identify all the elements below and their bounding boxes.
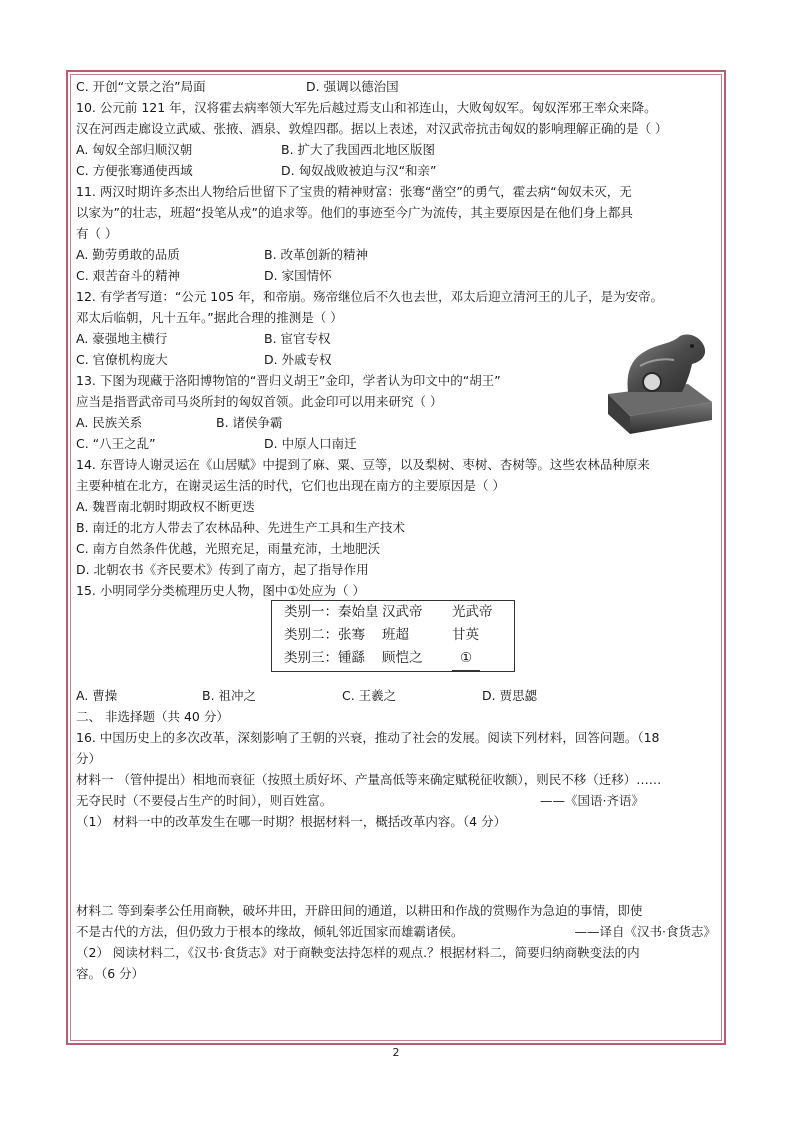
table-cell: 光武帝	[452, 604, 493, 620]
table-cell: 类别一：秦始皇	[284, 604, 379, 620]
q12-option-d: D. 外戚专权	[264, 352, 332, 367]
q16-material1-source: ——《国语·齐语》	[540, 793, 644, 808]
table-cell: 班超	[382, 627, 409, 643]
q10-options-row2	[76, 160, 716, 181]
q16-subquestion1: （1） 材料一中的改革发生在哪一时期？根据材料一，概括改革内容。（4 分）	[76, 814, 507, 829]
q12-option-a: A. 豪强地主横行	[76, 331, 168, 346]
q13-option-d: D. 中原人口南迁	[264, 436, 357, 451]
q11-stem-line2: 以家为”的壮志，班超“投笔从戎”的追求等。他们的事迹至今广为流传，其主要原因是在他们身上都具	[76, 205, 633, 220]
q16-material1-line2	[76, 790, 716, 811]
q12-option-c: C. 官僚机构庞大	[76, 352, 168, 367]
q16-material2-source: ——译自《汉书·食货志》	[574, 924, 716, 939]
page-number: 2	[392, 1046, 400, 1059]
q9-option-d: D. 强调以德治国	[306, 79, 399, 94]
table-row	[284, 601, 514, 624]
q16-stem-line2: 分）	[76, 751, 102, 766]
q13-stem-line2: 应当是指晋武帝司马炎所封的匈奴首领。此金印可以用来研究（ ）	[76, 394, 443, 409]
q16-material2-text: 不是古代的方法，但仍致力于根本的缘故，倾轧邻近国家而雄霸诸侯。	[76, 924, 464, 939]
q14-stem-line1: 14. 东晋诗人谢灵运在《山居赋》中提到了麻、粟、豆等，以及梨树、枣树、杏树等。这些农林品种原来	[76, 457, 650, 472]
q16-material1-text: 无夺民时（不要侵占生产的时间），则百姓富。	[76, 793, 333, 808]
q11-options-row1	[76, 244, 716, 265]
table-row	[284, 647, 514, 671]
q14-option-c: C. 南方自然条件优越，光照充足，雨量充沛，土地肥沃	[76, 541, 381, 556]
q15-option-c: C. 王羲之	[342, 688, 397, 703]
q16-subquestion2-line2: 容。（6 分）	[76, 966, 145, 981]
q13-option-a: A. 民族关系	[76, 415, 143, 430]
q11-option-b: B. 改革创新的精神	[264, 247, 369, 262]
table-cell: 甘英	[452, 627, 479, 643]
table-cell: 汉武帝	[382, 604, 423, 620]
gold-seal-image	[600, 322, 718, 440]
q10-options-row1	[76, 139, 716, 160]
table-row	[284, 624, 514, 647]
q13-option-b: B. 诸侯争霸	[216, 415, 283, 430]
q9-option-c: C. 开创“文景之治”局面	[76, 79, 206, 94]
q15-stem: 15. 小明同学分类梳理历史人物，图中①处应为（ ）	[76, 583, 366, 598]
q16-stem-line1: 16. 中国历史上的多次改革，深刻影响了王朝的兴衰，推动了社会的发展。阅读下列材料，回答问题。（18	[76, 730, 660, 745]
table-cell-blank	[452, 647, 512, 671]
q11-stem-line1: 11. 两汉时期许多杰出人物给后世留下了宝贵的精神财富：张骞“凿空”的勇气，霍去病“匈奴未灭，无	[76, 184, 632, 199]
q11-option-d: D. 家国情怀	[264, 268, 332, 283]
q11-options-row2	[76, 265, 716, 286]
q16-subquestion2-line1: （2） 阅读材料二，《汉书·食货志》对于商鞅变法持怎样的观点.？根据材料二，简要归纳商鞅变法的内	[76, 945, 640, 960]
q14-option-b: B. 南迁的北方人带去了农林品种、先进生产工具和生产技术	[76, 520, 406, 535]
q10-stem-line1: 10. 公元前 121 年，汉将霍去病率领大军先后越过焉支山和祁连山，大败匈奴军。匈奴浑邪王率众来降。	[76, 100, 657, 115]
q15-option-d: D. 贾思勰	[482, 688, 538, 703]
q12-stem-line1: 12. 有学者写道：“公元 105 年，和帝崩。殇帝继位后不久也去世，邓太后迎立清河王的儿子，是为安帝。	[76, 289, 664, 304]
q12-stem-line2: 邓太后临朝，凡十五年。”据此合理的推测是（ ）	[76, 310, 343, 325]
blank-marker: ①	[452, 647, 480, 671]
q14-option-d: D. 北朝农书《齐民要术》传到了南方，起了指导作用	[76, 562, 369, 577]
q15-option-b: B. 祖冲之	[202, 688, 257, 703]
q11-option-a: A. 勤劳勇敢的品质	[76, 247, 180, 262]
answer-space-1	[76, 832, 716, 900]
q13-option-c: C. “八王之乱”	[76, 436, 156, 451]
exam-content	[76, 76, 716, 984]
section-heading: 二、 非选择题（共 40 分）	[76, 709, 229, 724]
q15-category-table	[271, 600, 515, 672]
q16-material2-line1: 材料二 等到秦孝公任用商鞅，破坏井田，开辟田间的通道，以耕田和作战的赏赐作为急迫的事情，即使	[76, 903, 643, 918]
q11-stem-line3: 有（ ）	[76, 226, 118, 241]
q14-option-a: A. 魏晋南北朝时期政权不断更迭	[76, 499, 255, 514]
q16-material2-line2	[76, 921, 716, 942]
q16-material1-line1: 材料一 （管仲提出）相地而衰征（按照土质好坏、产量高低等来确定赋税征收额），则民不移（迁移）……	[76, 772, 662, 787]
q12-option-b: B. 宦官专权	[264, 331, 331, 346]
table-cell: 顾恺之	[382, 650, 423, 666]
q15-options-row	[76, 685, 716, 706]
table-cell: 类别三：锺繇	[284, 650, 365, 666]
q9-options-row	[76, 76, 716, 97]
table-cell: 类别二：张骞	[284, 627, 365, 643]
q10-stem-line2: 汉在河西走廊设立武威、张掖、酒泉、敦煌四郡。据以上表述，对汉武帝抗击匈奴的影响理解正确的是（ ）	[76, 121, 668, 136]
q10-option-b: B. 扩大了我国西北地区版图	[281, 142, 436, 157]
q13-stem-line1: 13. 下图为现藏于洛阳博物馆的“晋归义胡王”金印，学者认为印文中的“胡王”	[76, 373, 501, 388]
q14-stem-line2: 主要种植在北方，在谢灵运生活的时代，它们也出现在南方的主要原因是（ ）	[76, 478, 505, 493]
q10-option-a: A. 匈奴全部归顺汉朝	[76, 142, 193, 157]
q15-option-a: A. 曹操	[76, 688, 118, 703]
q10-option-c: C. 方便张骞通使西域	[76, 163, 193, 178]
q11-option-c: C. 艰苦奋斗的精神	[76, 268, 181, 283]
q10-option-d: D. 匈奴战败被迫与汉“和亲”	[281, 163, 437, 178]
